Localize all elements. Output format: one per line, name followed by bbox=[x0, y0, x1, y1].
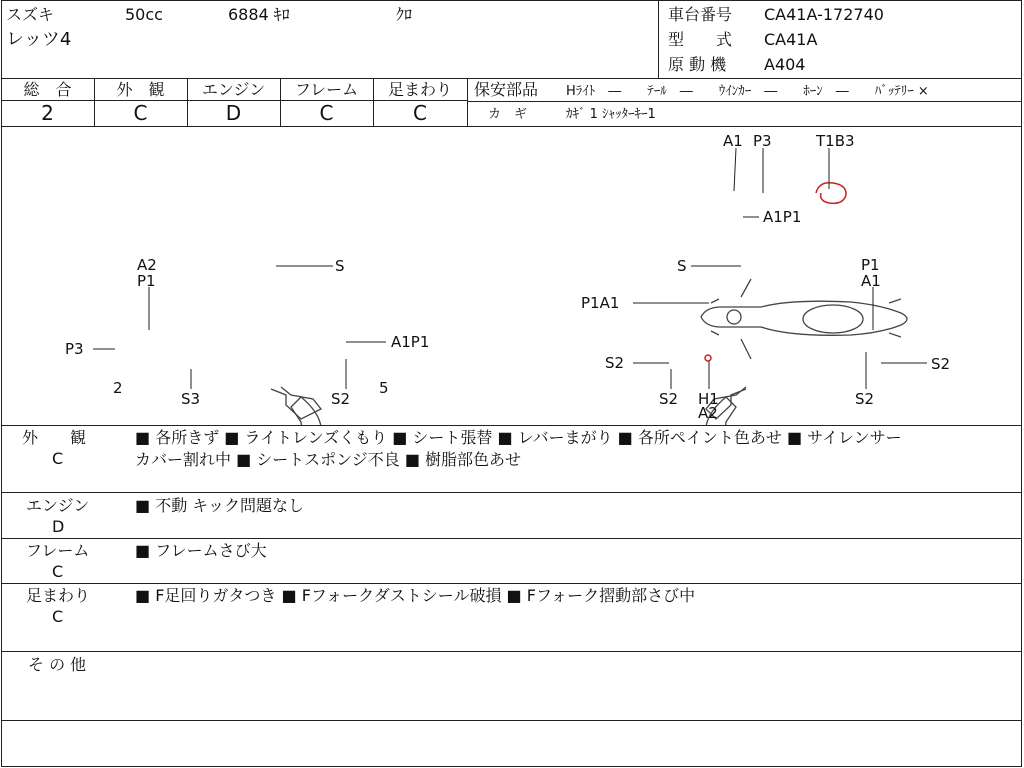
suspension-grade: C bbox=[413, 101, 427, 125]
grade-divider bbox=[467, 78, 468, 126]
label-top-a1: A1 bbox=[723, 132, 743, 150]
label-top-p3: P3 bbox=[753, 132, 772, 150]
note-suspension-label: 足まわり bbox=[26, 586, 91, 605]
note-exterior-grade: C bbox=[52, 449, 64, 468]
label-left-s: S bbox=[335, 257, 345, 275]
damage-mark bbox=[816, 183, 846, 204]
note-exterior-text: ■ 各所きず ■ ライトレンズくもり ■ シート張替 ■ レバーまがり ■ 各所ペイント色あせ ■ サイレンサー bbox=[135, 428, 902, 447]
damage-diagram bbox=[1, 127, 1021, 425]
label-left-a2: A2 bbox=[137, 256, 157, 274]
model-code-label: 型 式 bbox=[668, 30, 733, 49]
label-right-s2-bottom: S2 bbox=[659, 390, 679, 408]
key-label: カ ギ bbox=[488, 107, 528, 122]
label-right-p1: P1 bbox=[861, 256, 880, 274]
notes-divider bbox=[1, 583, 1022, 584]
model-name: レッツ4 bbox=[6, 29, 72, 50]
note-engine-label: エンジン bbox=[26, 496, 90, 515]
note-frame-grade: C bbox=[52, 562, 64, 581]
color: ｸﾛ bbox=[396, 5, 413, 24]
overall-grade: 2 bbox=[41, 101, 54, 125]
label-left-2: 2 bbox=[113, 379, 123, 397]
label-right-a1: A1 bbox=[861, 272, 881, 290]
note-suspension-grade: C bbox=[52, 607, 64, 626]
note-frame-label: フレーム bbox=[26, 541, 90, 560]
label-left-a1p1: A1P1 bbox=[391, 333, 430, 351]
notes-divider bbox=[1, 538, 1022, 539]
frame-no: CA41A-172740 bbox=[764, 5, 884, 24]
safety-items: Hﾗｲﾄ ― ﾃｰﾙ ― ｳｲﾝｶｰ ― ﾎｰﾝ ― ﾊﾞｯﾃﾘｰ × bbox=[566, 84, 929, 99]
label-right-s2-right: S2 bbox=[931, 355, 951, 373]
note-engine-text: ■ 不動 キック問題なし bbox=[135, 496, 304, 515]
label-top-t1b3: T1B3 bbox=[816, 132, 855, 150]
note-suspension-text: ■ F足回りガタつき ■ Fフォークダストシール破損 ■ Fフォーク摺動部さび中 bbox=[135, 586, 696, 605]
safety-mid-line bbox=[467, 101, 1022, 102]
model-code: CA41A bbox=[764, 30, 818, 49]
note-frame-text: ■ フレームさび大 bbox=[135, 541, 267, 560]
label-left-p3: P3 bbox=[65, 340, 84, 358]
notes-divider bbox=[1, 492, 1022, 493]
label-left-5: 5 bbox=[379, 379, 389, 397]
note-exterior-label: 外 観 bbox=[22, 428, 87, 447]
note-other-label: そ の 他 bbox=[28, 655, 87, 674]
label-top-a1p1: A1P1 bbox=[763, 208, 802, 226]
safety-label: 保安部品 bbox=[474, 80, 539, 99]
label-right-s: S bbox=[677, 257, 687, 275]
diagram-bottom-line bbox=[1, 425, 1022, 426]
label-right-p1a1: P1A1 bbox=[581, 294, 620, 312]
damage-mark bbox=[705, 355, 711, 361]
mileage: 6884 ｷﾛ bbox=[228, 5, 290, 24]
frame-label: フレーム bbox=[294, 80, 359, 99]
label-left-p1: P1 bbox=[137, 272, 156, 290]
displacement: 50cc bbox=[125, 5, 163, 24]
label-right-a2: A2 bbox=[698, 404, 718, 422]
label-right-s2-bottom-right: S2 bbox=[855, 390, 875, 408]
exterior-label: 外 観 bbox=[116, 80, 165, 99]
notes-divider bbox=[1, 720, 1022, 721]
overall-label: 総 合 bbox=[23, 80, 72, 99]
suspension-label: 足まわり bbox=[387, 80, 452, 99]
engine-code-label: 原 動 機 bbox=[668, 55, 727, 74]
label-left-s3: S3 bbox=[181, 390, 201, 408]
label-right-s2-left: S2 bbox=[605, 354, 625, 372]
notes-divider bbox=[1, 651, 1022, 652]
engine-code: A404 bbox=[764, 55, 806, 74]
key-value: ｶｷﾞ 1 ｼｬｯﾀｰｷｰ1 bbox=[566, 107, 656, 122]
maker: スズキ bbox=[6, 5, 55, 24]
frame-no-label: 車台番号 bbox=[668, 5, 733, 24]
note-exterior-text-cont: カバー割れ中 ■ シートスポンジ不良 ■ 樹脂部色あせ bbox=[135, 450, 522, 469]
label-right-h1: H1 bbox=[698, 390, 719, 408]
engine-label: エンジン bbox=[201, 80, 266, 99]
header-bottom-line bbox=[1, 78, 1022, 79]
top-view-scooter bbox=[701, 279, 907, 359]
exterior-grade: C bbox=[133, 101, 148, 125]
label-left-s2: S2 bbox=[331, 390, 351, 408]
right-view-scooter bbox=[649, 387, 918, 425]
note-engine-grade: D bbox=[52, 517, 65, 536]
frame-grade: C bbox=[319, 101, 334, 125]
header-divider bbox=[658, 0, 659, 78]
engine-grade: D bbox=[225, 101, 242, 125]
